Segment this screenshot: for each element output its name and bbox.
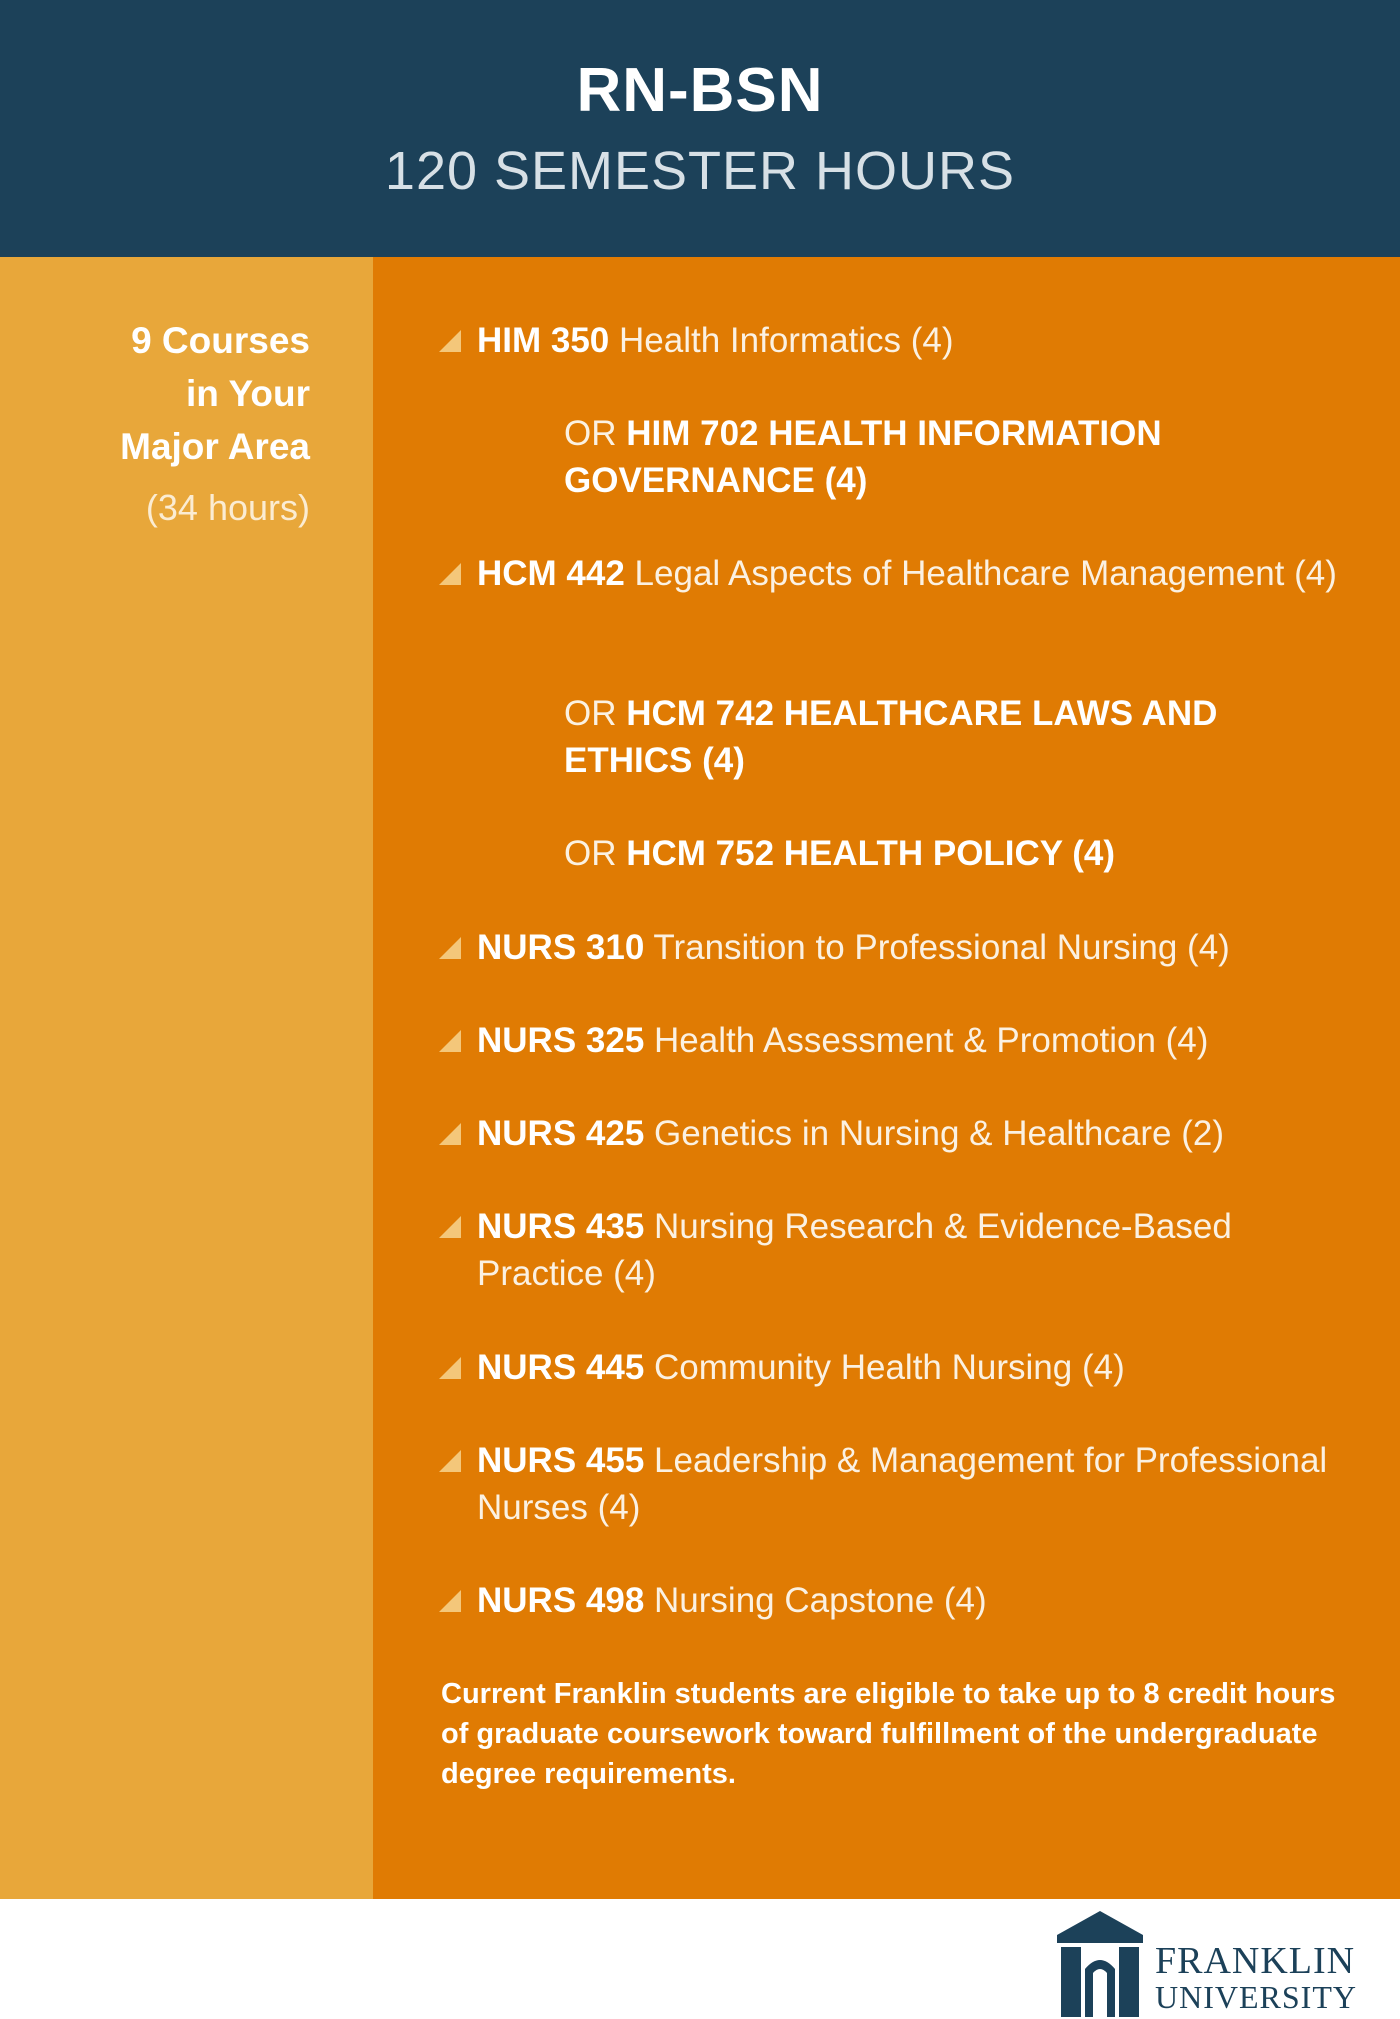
course-item (477, 550, 1357, 597)
bullet-triangle-icon (439, 937, 461, 959)
course-code: HCM 752 HEALTH POLICY (4) (626, 834, 1116, 873)
alternate-course (564, 830, 1244, 877)
university-wordmark (1155, 1940, 1395, 2015)
course-item (477, 924, 1357, 971)
bullet-triangle-icon (439, 1357, 461, 1379)
program-hours: 120 SEMESTER HOURS (384, 141, 1016, 201)
bullet-triangle-icon (439, 1450, 461, 1472)
course-title: Community Health Nursing (4) (644, 1348, 1125, 1387)
course-item (477, 1203, 1357, 1297)
course-item (477, 1017, 1357, 1064)
or-label: OR (564, 694, 627, 733)
or-label: OR (564, 414, 627, 453)
page-header (0, 0, 1400, 257)
graduate-credit-note: Current Franklin students are eligible to take up to 8 credit hours of graduate coursework toward fulfillment of the undergraduate degree requirements. (441, 1678, 1336, 1790)
course-code: NURS 435 (477, 1207, 645, 1246)
major-area-heading (10, 314, 310, 473)
course-code: NURS 425 (477, 1114, 645, 1153)
course-title: Nursing Research & Evidence-Based Practice (4) (477, 1207, 1232, 1293)
wordmark-line: UNIVERSITY (1155, 1979, 1357, 2015)
major-area-sidebar (0, 257, 373, 1899)
course-code: HIM 702 HEALTH INFORMATION GOVERNANCE (4) (564, 414, 1162, 500)
alternate-course (564, 690, 1244, 784)
course-title: Genetics in Nursing & Healthcare (2) (644, 1114, 1224, 1153)
course-item (477, 1110, 1357, 1157)
alternate-course (564, 410, 1244, 504)
heading-line: in Your (185, 373, 310, 414)
course-code: HIM 350 (477, 321, 610, 360)
course-title: Nursing Capstone (4) (644, 1581, 987, 1620)
major-area-hours: (34 hours) (145, 487, 310, 528)
course-code: NURS 455 (477, 1441, 645, 1480)
course-item (477, 1577, 1357, 1624)
or-label: OR (564, 834, 627, 873)
heading-line: 9 Courses (131, 320, 310, 361)
heading-line: Major Area (120, 426, 310, 467)
page-footer (0, 1899, 1400, 2019)
course-title: Health Assessment & Promotion (4) (644, 1021, 1209, 1060)
bullet-triangle-icon (439, 1123, 461, 1145)
course-title: Leadership & Management for Professional Nurses (4) (477, 1441, 1328, 1527)
course-code: HCM 442 (477, 554, 625, 593)
course-code: NURS 310 (477, 928, 645, 967)
course-title: Health Informatics (4) (609, 321, 954, 360)
course-item (477, 1437, 1357, 1531)
program-title: RN-BSN (576, 56, 824, 125)
course-code: NURS 325 (477, 1021, 645, 1060)
course-item (477, 1344, 1357, 1391)
course-code: HCM 742 HEALTHCARE LAWS AND ETHICS (4) (564, 694, 1218, 780)
bullet-triangle-icon (439, 1590, 461, 1612)
wordmark-line: FRANKLIN (1155, 1940, 1356, 1982)
course-title: Transition to Professional Nursing (4) (644, 928, 1230, 967)
bullet-triangle-icon (439, 330, 461, 352)
course-title: Legal Aspects of Healthcare Management (4) (624, 554, 1337, 593)
bullet-triangle-icon (439, 563, 461, 585)
course-list (373, 257, 1400, 1899)
course-item (477, 317, 1357, 364)
course-code: NURS 498 (477, 1581, 645, 1620)
bullet-triangle-icon (439, 1030, 461, 1052)
franklin-university-logo-icon (1055, 1909, 1145, 2017)
bullet-triangle-icon (439, 1216, 461, 1238)
course-code: NURS 445 (477, 1348, 645, 1387)
